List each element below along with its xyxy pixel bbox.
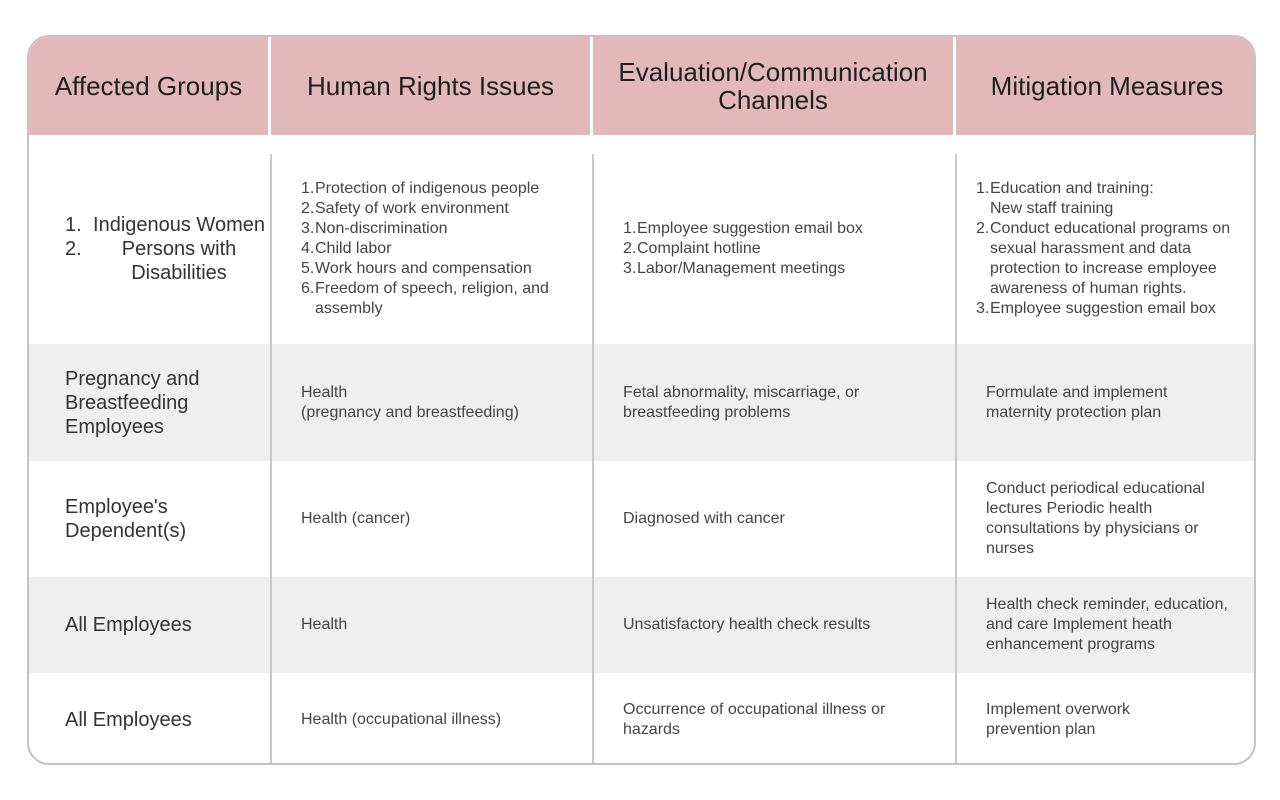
header-human-rights-issues: Human Rights Issues [271, 37, 593, 135]
issues-cell: Health (occupational illness) [301, 711, 502, 728]
column-divider [955, 154, 957, 763]
table-row [29, 154, 1254, 344]
issues-cell: Health (cancer) [301, 510, 411, 527]
affected-group-cell [29, 154, 271, 344]
channels-cell: Occurrence of occupational illness or hazards [623, 701, 886, 738]
list-item: 3. Non-discrimination [301, 220, 448, 237]
issues-cell: Health [301, 616, 348, 633]
header-affected-groups: Affected Groups [29, 37, 271, 135]
channels-cell [593, 154, 956, 344]
channels-cell: Fetal abnormality, miscarriage, or breastfeeding problems [623, 383, 860, 421]
affected-group-cell: All Employees [65, 614, 192, 636]
list-item: 2. Safety of work environment [301, 200, 509, 217]
measures-cell [956, 154, 1256, 344]
table-row [29, 344, 1254, 461]
measures-cell: Implement overwork prevention plan [986, 701, 1131, 738]
issues-cell: Health (pregnancy and breastfeeding) [301, 383, 519, 421]
affected-group-list [65, 213, 271, 285]
header-mitigation-measures: Mitigation Measures [990, 71, 1224, 101]
header-evaluation-channels [593, 37, 956, 135]
list-item: 2. Conduct educational programs on sexual harassment and data protection to increase employee awareness of human rights. [976, 220, 1231, 297]
table-row [29, 461, 1254, 577]
affected-group-cell: Pregnancy and Breastfeeding Employees [65, 367, 200, 438]
table-row [29, 673, 1254, 765]
list-item: 1. Protection of indigenous people [301, 180, 540, 197]
human-rights-table [27, 35, 1256, 765]
header-evaluation-line1: Evaluation/Communication [618, 57, 928, 87]
list-item: 1. Education and training: New staff training [976, 180, 1154, 217]
list-item: 6. Freedom of speech, religion, and assembly [301, 280, 549, 317]
measures-cell: Formulate and implement maternity protection plan [986, 383, 1168, 421]
list-item: 3. Employee suggestion email box [976, 300, 1216, 317]
header-evaluation-line2: Channels [718, 85, 828, 115]
table-row [29, 577, 1254, 673]
affected-group-cell: Employee's Dependent(s) [65, 496, 187, 542]
channels-list [623, 219, 863, 279]
list-item: 1. Employee suggestion email box [623, 220, 863, 237]
channels-cell: Diagnosed with cancer [623, 510, 785, 527]
column-divider [270, 154, 272, 763]
list-item: 4. Child labor [301, 240, 392, 257]
affected-group-cell: All Employees [65, 709, 192, 731]
measures-cell: Conduct periodical educational lectures Periodic health consultations by physicians or nurses [986, 480, 1205, 557]
column-divider [592, 154, 594, 763]
list-item: 1. Indigenous Women [65, 214, 265, 236]
measures-list [976, 179, 1250, 319]
channels-cell: Unsatisfactory health check results [623, 616, 871, 633]
list-item: 2. Complaint hotline [623, 240, 761, 257]
table-header [29, 37, 1254, 135]
list-item: 3. Labor/Management meetings [623, 260, 846, 277]
header-gap [29, 135, 1254, 154]
issues-cell [271, 154, 593, 344]
list-item: 2. Persons with Disabilities [65, 238, 237, 284]
issues-list [301, 179, 555, 319]
list-item: 5. Work hours and compensation [301, 260, 532, 277]
measures-cell: Health check reminder, education, and care Implement heath enhancement programs [986, 596, 1228, 653]
